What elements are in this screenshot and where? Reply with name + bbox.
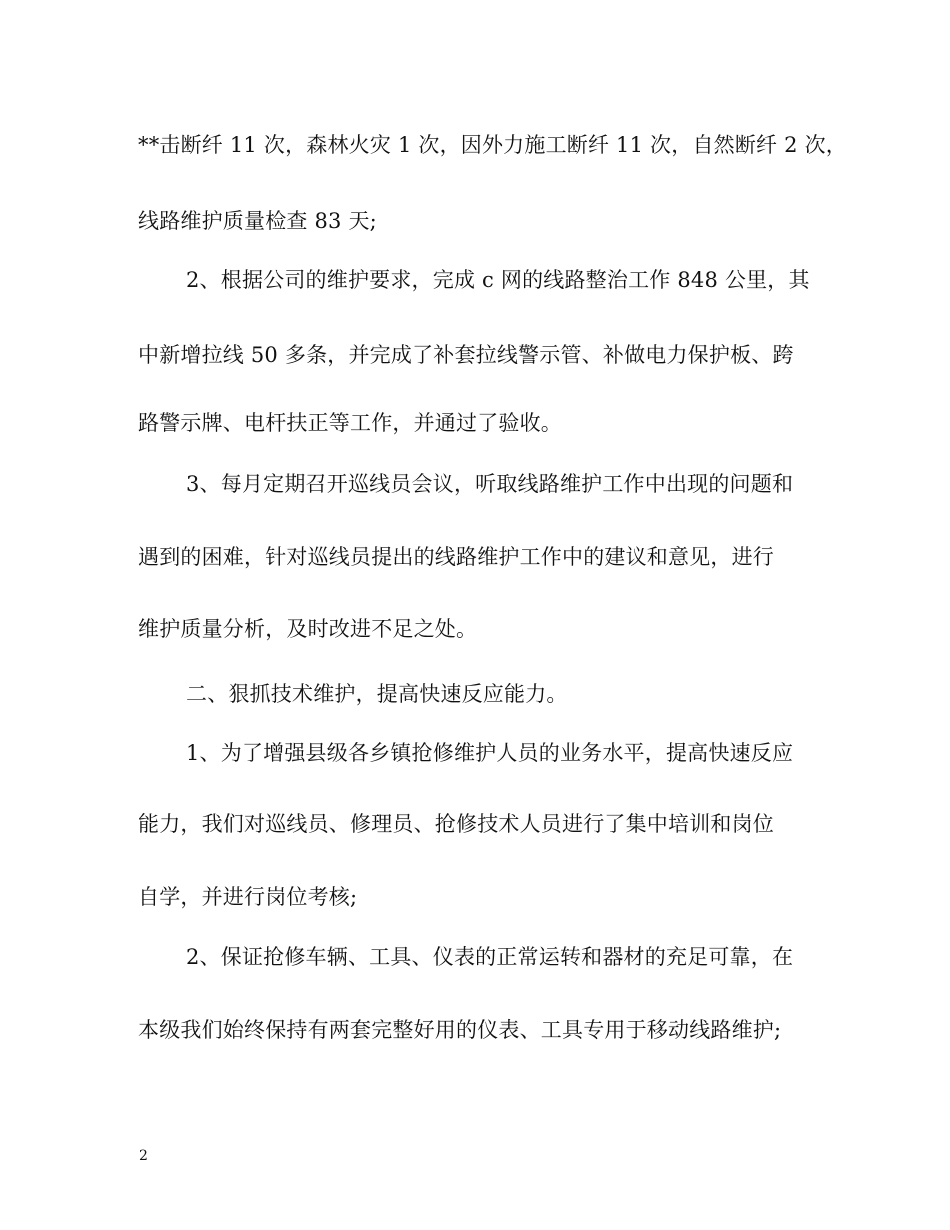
text-line-6: 3、每月定期召开巡线员会议，听取线路维护工作中出现的问题和 [186,472,794,496]
text-line-4: 中新增拉线 50 多条，并完成了补套拉线警示管、补做电力保护板、跨 [138,343,794,367]
text-line-7: 遇到的困难，针对巡线员提出的线路维护工作中的建议和意见，进行 [138,545,774,569]
text-line-13: 2、保证抢修车辆、工具、仪表的正常运转和器材的充足可靠，在 [186,945,794,969]
text-line-5: 路警示牌、电杆扶正等工作，并通过了验收。 [138,411,562,435]
text-line-10: 1、为了增强县级各乡镇抢修维护人员的业务水平，提高快速反应 [186,741,794,765]
text-line-8: 维护质量分析，及时改进不足之处。 [138,617,478,641]
text-line-12: 自学，并进行岗位考核; [138,885,358,909]
page-number: 2 [139,1148,148,1164]
text-line-3: 2、根据公司的维护要求，完成 c 网的线路整治工作 848 公里，其 [186,268,810,292]
text-line-1: **击断纤 11 次，森林火灾 1 次，因外力施工断纤 11 次，自然断纤 2 次， [138,133,847,157]
text-line-2: 线路维护质量检查 83 天; [138,209,377,233]
text-line-14: 本级我们始终保持有两套完整好用的仪表、工具专用于移动线路维护; [138,1018,782,1042]
text-line-9: 二、狠抓技术维护，提高快速反应能力。 [186,682,568,706]
text-line-11: 能力，我们对巡线员、修理员、抢修技术人员进行了集中培训和岗位 [138,812,774,836]
